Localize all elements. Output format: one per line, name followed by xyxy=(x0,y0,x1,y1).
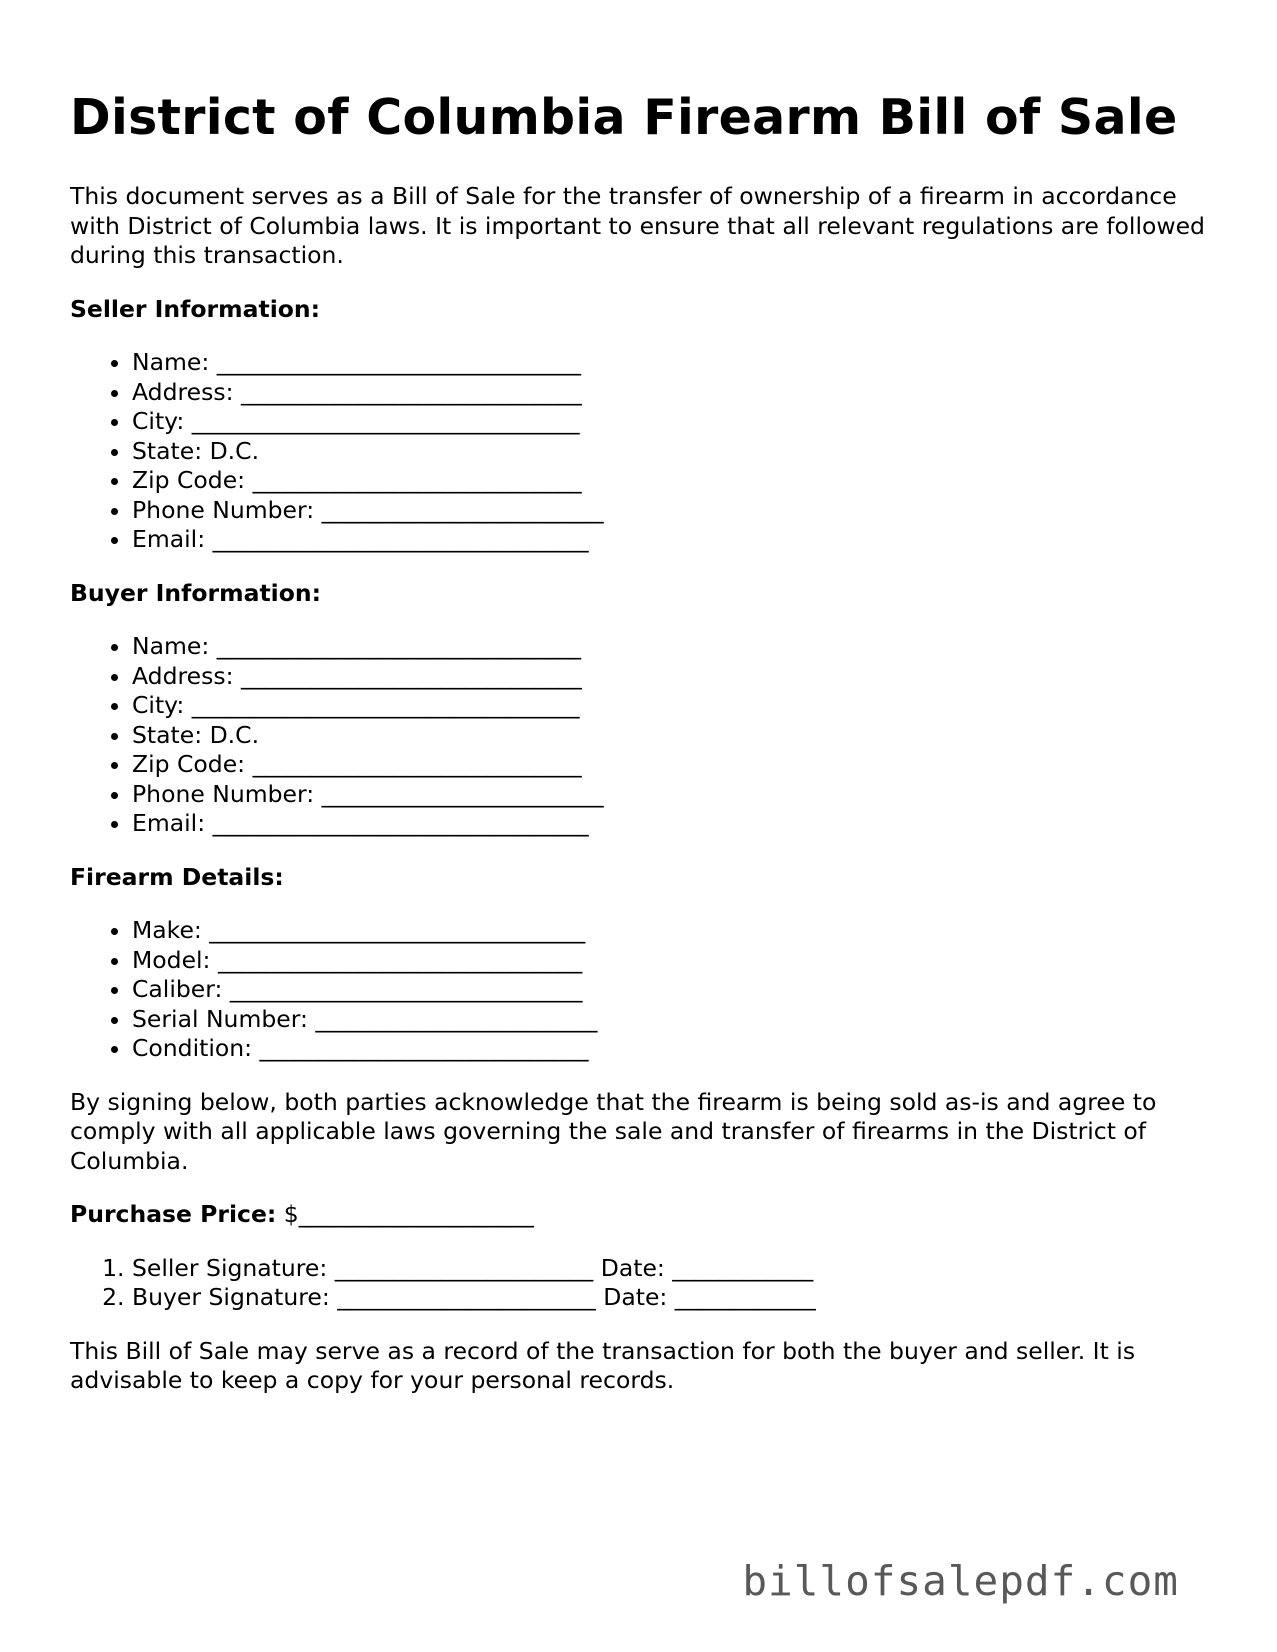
seller-signature-line: 1. Seller Signature: ______________________ Date: ____________ xyxy=(132,1254,1220,1284)
seller-section-heading: Seller Information: xyxy=(70,294,321,323)
buyer-state-field: • State: D.C. xyxy=(132,721,1220,751)
purchase-price-value: $____________________ xyxy=(283,1200,534,1228)
buyer-signature-line: 2. Buyer Signature: ______________________ Date: ____________ xyxy=(132,1283,1220,1313)
buyer-city-field: • City: _________________________________ xyxy=(132,691,1220,721)
seller-zip-field: • Zip Code: ____________________________ xyxy=(132,466,1220,496)
purchase-price-line xyxy=(70,1200,1220,1230)
signature-list xyxy=(70,1254,1220,1313)
firearm-section-heading: Firearm Details: xyxy=(70,862,284,891)
acknowledgement-paragraph: By signing below, both parties acknowledge that the firearm is being sold as-is and agree to comply with all applicable laws governing the sale and transfer of firearms in the District of Columbia. xyxy=(70,1087,1157,1175)
intro-paragraph: This document serves as a Bill of Sale for the transfer of ownership of a firearm in accordance with District of Columbia laws. It is important to ensure that all relevant regulations are followed during this transaction. xyxy=(70,182,1205,269)
buyer-email-field: • Email: ________________________________ xyxy=(132,809,1220,839)
site-watermark: billofsalepdf.com xyxy=(742,1557,1179,1605)
buyer-fields-list xyxy=(70,632,1220,839)
document-page xyxy=(70,88,1220,1396)
buyer-phone-field: • Phone Number: ________________________ xyxy=(132,780,1220,810)
firearm-serial-field: • Serial Number: ________________________ xyxy=(132,1005,1220,1035)
firearm-caliber-field: • Caliber: ______________________________ xyxy=(132,975,1220,1005)
seller-phone-field: • Phone Number: ________________________ xyxy=(132,496,1220,526)
footer-note-paragraph: This Bill of Sale may serve as a record of the transaction for both the buyer and seller. It is advisable to keep a copy for your personal records. xyxy=(70,1336,1136,1394)
seller-city-field: • City: _________________________________ xyxy=(132,407,1220,437)
buyer-zip-field: • Zip Code: ____________________________ xyxy=(132,750,1220,780)
seller-email-field: • Email: ________________________________ xyxy=(132,525,1220,555)
seller-state-field: • State: D.C. xyxy=(132,437,1220,467)
document-title: District of Columbia Firearm Bill of Sale xyxy=(70,89,1178,146)
seller-name-field: • Name: _______________________________ xyxy=(132,348,1220,378)
firearm-model-field: • Model: _______________________________ xyxy=(132,946,1220,976)
buyer-section-heading: Buyer Information: xyxy=(70,578,322,607)
firearm-condition-field: • Condition: ____________________________ xyxy=(132,1034,1220,1064)
buyer-name-field: • Name: _______________________________ xyxy=(132,632,1220,662)
seller-fields-list xyxy=(70,348,1220,555)
firearm-make-field: • Make: ________________________________ xyxy=(132,916,1220,946)
purchase-price-label: Purchase Price: xyxy=(70,1200,277,1228)
buyer-address-field: • Address: _____________________________ xyxy=(132,662,1220,692)
seller-address-field: • Address: _____________________________ xyxy=(132,378,1220,408)
firearm-fields-list xyxy=(70,916,1220,1064)
